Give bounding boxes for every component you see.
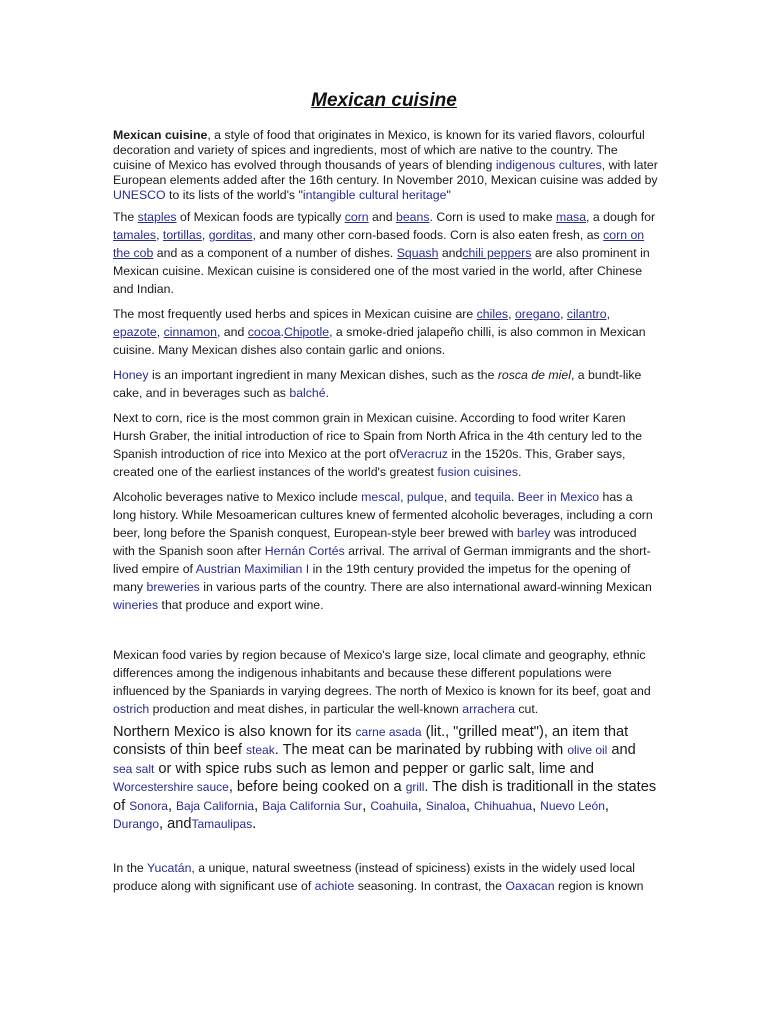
- text: and as a component of a number of dishes.: [153, 246, 397, 260]
- text: , a smoke-dried jalapeño chilli, is also common in Mexican cuisine. Many Mexican dishes also contain garlic and onions.: [113, 325, 646, 357]
- text: and: [607, 742, 636, 759]
- text: ,: [201, 228, 209, 242]
- text: ": [446, 188, 451, 202]
- text: production and meat dishes, in particular the well-known: [149, 702, 463, 716]
- link-cinnamon[interactable]: cinnamon: [163, 325, 217, 339]
- text: The most frequently used herbs and spices in Mexican cuisine are: [113, 307, 477, 321]
- text: , and: [443, 490, 475, 504]
- link-fusion-cuisines[interactable]: fusion cuisines: [437, 465, 518, 479]
- text: in the 1520s. This, Graber says, created one of the earliest instances of the world's greatest: [113, 447, 626, 479]
- text: ,: [532, 797, 541, 814]
- page-title: Mexican cuisine: [311, 90, 457, 111]
- text: (lit., "grilled meat"), an item that consists of thin beef: [113, 724, 629, 759]
- paragraph-rice: [113, 409, 658, 481]
- text: .: [510, 490, 518, 504]
- link-durango[interactable]: Durango: [113, 817, 160, 832]
- text: seasoning. In contrast, the: [354, 879, 506, 893]
- text: , before being cooked on a: [228, 779, 406, 796]
- link-tequila[interactable]: tequila: [474, 490, 511, 504]
- text: in the 19th century provided the impetus for the opening of many: [113, 562, 631, 594]
- link-worcestershire-sauce[interactable]: Worcestershire sauce: [113, 780, 229, 795]
- link-tortillas[interactable]: tortillas: [162, 228, 202, 242]
- link-balche[interactable]: balché: [289, 386, 326, 400]
- link-wineries[interactable]: wineries: [113, 598, 159, 612]
- link-sonora[interactable]: Sonora: [129, 798, 168, 813]
- paragraph-staples: [113, 208, 658, 298]
- link-ostrich[interactable]: ostrich: [113, 702, 150, 716]
- text: ,: [606, 307, 610, 321]
- text: . Corn is used to make: [429, 210, 556, 224]
- paragraph-beverages: [113, 488, 658, 614]
- text: ,: [400, 490, 407, 504]
- link-nuevo-leon[interactable]: Nuevo León: [540, 798, 605, 813]
- text: ,: [254, 797, 263, 814]
- link-olive-oil[interactable]: olive oil: [567, 743, 608, 758]
- link-breweries[interactable]: breweries: [146, 580, 200, 594]
- link-tamales[interactable]: tamales: [113, 228, 157, 242]
- link-oaxacan[interactable]: Oaxacan: [505, 879, 555, 893]
- bold-term: Mexican cuisine: [113, 128, 208, 142]
- paragraph-intro: [113, 128, 658, 203]
- text: ,: [465, 797, 474, 814]
- link-baja-california-sur[interactable]: Baja California Sur: [262, 798, 363, 813]
- text: , and: [159, 816, 192, 833]
- text: cut.: [514, 702, 539, 716]
- paragraph-northern-mexico: [113, 723, 658, 833]
- text: and: [438, 246, 463, 260]
- link-squash[interactable]: Squash: [396, 246, 439, 260]
- link-honey[interactable]: Honey: [113, 368, 149, 382]
- text: ,: [362, 797, 371, 814]
- link-intangible-cultural-heritage[interactable]: intangible cultural heritage: [302, 188, 447, 202]
- link-oregano[interactable]: oregano: [514, 307, 561, 321]
- link-indigenous-cultures[interactable]: indigenous cultures: [495, 158, 602, 172]
- text: . The dish is traditionall in the states of: [113, 779, 657, 814]
- link-beans[interactable]: beans: [396, 210, 430, 224]
- text: , a unique, natural sweetness (instead of spiciness) exists in the widely used local produce along with significant use of: [113, 861, 636, 893]
- link-pulque[interactable]: pulque: [406, 490, 444, 504]
- text: ,: [417, 797, 426, 814]
- text: , with later European elements added after the 16th century. In November 2010, Mexican cuisine was added by: [113, 158, 658, 187]
- paragraph-honey: [113, 366, 658, 402]
- text: In the: [113, 861, 147, 875]
- link-baja-california[interactable]: Baja California: [176, 798, 255, 813]
- link-achiote[interactable]: achiote: [314, 879, 355, 893]
- link-chihuahua[interactable]: Chihuahua: [474, 798, 533, 813]
- text: arrival. The arrival of German immigrants and the short-lived empire of: [113, 544, 651, 576]
- text: that produce and export wine.: [158, 598, 324, 612]
- text: , a style of food that originates in Mexico, is known for its varied flavors, colourful decoration and variety of spices and ingredients, most of which are native to the country. The cuisine of Mexico has evolved through thousands of years of blending: [113, 128, 645, 172]
- link-cilantro[interactable]: cilantro: [566, 307, 607, 321]
- link-carne-asada[interactable]: carne asada: [355, 725, 422, 739]
- link-grill[interactable]: grill: [405, 780, 425, 795]
- link-unesco[interactable]: UNESCO: [113, 188, 166, 202]
- link-veracruz[interactable]: Veracruz: [399, 447, 448, 461]
- link-tamaulipas[interactable]: Tamaulipas: [191, 817, 253, 832]
- link-chipotle[interactable]: Chipotle: [283, 325, 330, 339]
- link-gorditas[interactable]: gorditas: [208, 228, 253, 242]
- text: to its lists of the world's ": [165, 188, 303, 202]
- paragraph-yucatan: [113, 859, 658, 895]
- link-masa[interactable]: masa: [555, 210, 587, 224]
- link-staples[interactable]: staples: [137, 210, 177, 224]
- text: The: [113, 210, 138, 224]
- link-corn-on-the-cob[interactable]: corn on the cob: [113, 228, 645, 260]
- text: is an important ingredient in many Mexican dishes, such as the: [148, 368, 498, 382]
- text: .: [517, 465, 522, 479]
- text: ,: [508, 307, 515, 321]
- text: , and many other corn-based foods. Corn is also eaten fresh, as: [252, 228, 604, 242]
- link-beer-in-mexico[interactable]: Beer in Mexico: [517, 490, 600, 504]
- text: of Mexican foods are typically: [176, 210, 345, 224]
- link-austrian-maximilian-i[interactable]: Austrian Maximilian I: [195, 562, 310, 576]
- text: or with spice rubs such as lemon and pepper or garlic salt, lime and: [154, 760, 595, 777]
- link-chiles[interactable]: chiles: [476, 307, 509, 321]
- link-barley[interactable]: barley: [517, 526, 551, 540]
- italic-term: rosca de miel: [497, 368, 571, 382]
- text: region is known: [554, 879, 644, 893]
- text: and: [368, 210, 396, 224]
- text: , a dough for: [586, 210, 656, 224]
- text: . The meat can be marinated by rubbing with: [274, 742, 568, 759]
- text: was introduced with the Spanish soon after: [113, 526, 637, 558]
- text: Next to corn, rice is the most common grain in Mexican cuisine. According to food writer Karen Hursh Graber, the initial introduction of rice to Spain from North Africa in the 4th century led to the Spanish introduction of rice into Mexico at the port of: [113, 411, 643, 461]
- text: ,: [156, 228, 163, 242]
- text: has a long history. While Mesoamerican cultures knew of fermented alcoholic beverages, including a corn beer, long before the Spanish conquest, European-style beer brewed with: [113, 490, 653, 540]
- text: are also prominent in Mexican cuisine. Mexican cuisine is considered one of the most varied in the world, after Chinese and Indian.: [113, 246, 650, 296]
- text: , and: [216, 325, 248, 339]
- text: Northern Mexico is also known for its: [113, 724, 356, 740]
- text: ,: [156, 325, 164, 339]
- link-sinaloa[interactable]: Sinaloa: [425, 798, 466, 813]
- link-yucatan[interactable]: Yucatán: [146, 861, 192, 875]
- paragraph-regional: [113, 646, 658, 718]
- text: ,: [604, 797, 609, 814]
- link-corn[interactable]: corn: [344, 210, 369, 224]
- text: .: [252, 816, 257, 833]
- paragraph-herbs-spices: [113, 305, 658, 359]
- text: , a bundt-like cake, and in beverages such as: [113, 368, 642, 400]
- link-steak[interactable]: steak: [246, 743, 275, 758]
- link-sea-salt[interactable]: sea salt: [113, 761, 155, 776]
- text: Alcoholic beverages native to Mexico include: [113, 490, 362, 504]
- link-mescal[interactable]: mescal: [361, 490, 401, 504]
- text: .: [325, 386, 330, 400]
- text: ,: [560, 307, 567, 321]
- link-hernan-cortes[interactable]: Hernán Cortés: [264, 544, 345, 558]
- link-epazote[interactable]: epazote: [113, 325, 157, 339]
- link-chili-peppers[interactable]: chili peppers: [462, 246, 532, 260]
- text: Mexican food varies by region because of Mexico's large size, local climate and geography, ethnic differences among the indigenous inhabitants and because these different populations were influenced by the Spaniards in varying degrees. The north of Mexico is known for its beef, goat and: [113, 648, 651, 698]
- link-arrachera[interactable]: arrachera: [462, 702, 515, 716]
- text: .: [280, 325, 284, 339]
- text: ,: [167, 797, 177, 814]
- link-cocoa[interactable]: cocoa: [247, 325, 281, 339]
- link-coahuila[interactable]: Coahuila: [370, 798, 418, 813]
- text: in various parts of the country. There are also international award-winning Mexican: [199, 580, 652, 594]
